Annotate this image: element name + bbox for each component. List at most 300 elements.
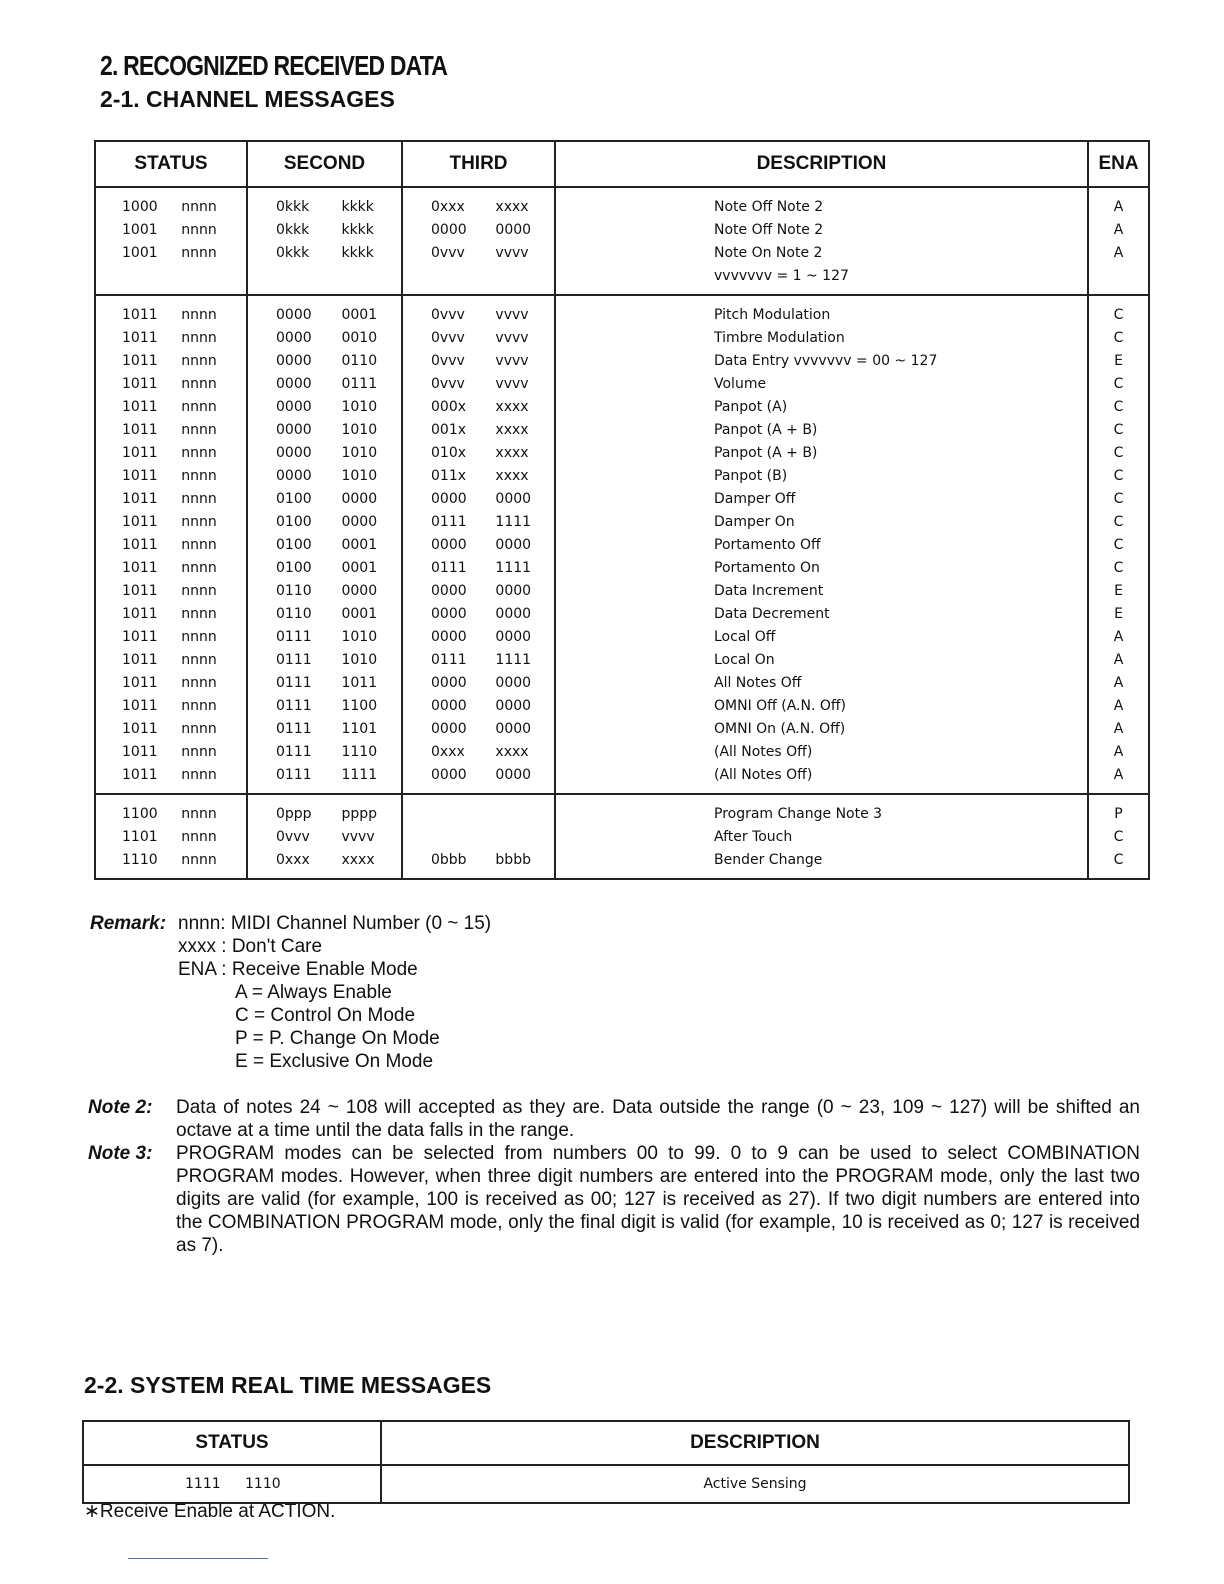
- description-text: Portamento Off: [714, 537, 821, 553]
- value-pair: [248, 242, 401, 265]
- value-high: 1011: [122, 629, 158, 645]
- value-high: 1011: [122, 468, 158, 484]
- remark-line: C = Control On Mode: [235, 1005, 416, 1026]
- value-high: 1011: [122, 652, 158, 668]
- description-text: OMNI Off (A.N. Off): [714, 698, 847, 714]
- ena-value: P: [1114, 806, 1123, 822]
- value-low: vvvv: [495, 307, 529, 323]
- value-low: nnnn: [181, 491, 217, 507]
- value-pair: [96, 465, 246, 488]
- ena-value: C: [1113, 307, 1124, 323]
- value-high: 0vvv: [431, 376, 465, 392]
- value-low: xxxx: [495, 468, 529, 484]
- ena-value: E: [1114, 353, 1123, 369]
- remark-line: xxxx : Don't Care: [178, 936, 323, 957]
- value-pair: [96, 718, 246, 741]
- value-low: 0110: [341, 353, 378, 369]
- value-pair: [96, 327, 246, 350]
- value-low: nnnn: [181, 445, 217, 461]
- value-low: vvvv: [495, 245, 529, 261]
- value-high: 0100: [276, 491, 312, 507]
- value-high: 0110: [276, 606, 312, 622]
- ena-value: C: [1113, 829, 1124, 845]
- value-low: vvvv: [495, 353, 529, 369]
- value-high: 1011: [122, 721, 158, 737]
- value-pair: [248, 373, 401, 396]
- value-low: 1010: [341, 652, 378, 668]
- value-pair: [403, 327, 554, 350]
- third-cell: [402, 187, 555, 295]
- value-high: 1011: [122, 514, 158, 530]
- value-pair: [403, 626, 554, 649]
- description-text: Panpot (B): [714, 468, 788, 484]
- value-low: vvvv: [341, 829, 375, 845]
- second-cell: [247, 794, 402, 879]
- value-pair: [96, 580, 246, 603]
- value-low: nnnn: [181, 399, 217, 415]
- value-low: 0000: [495, 767, 532, 783]
- value-pair: [403, 511, 554, 534]
- value-pair: [403, 764, 554, 787]
- value-low: 0000: [495, 222, 532, 238]
- value-high: 0111: [276, 698, 312, 714]
- value-pair: [248, 465, 401, 488]
- value-low: nnnn: [181, 698, 217, 714]
- value-low: 1111: [495, 514, 532, 530]
- value-high: 0vvv: [431, 307, 465, 323]
- value-pair: [248, 803, 401, 826]
- value-low: nnnn: [181, 721, 217, 737]
- value-low: 0000: [495, 537, 532, 553]
- value-low: 1101: [341, 721, 378, 737]
- value-high: 0000: [276, 422, 312, 438]
- ena-value: C: [1113, 537, 1124, 553]
- ena-cell: [1088, 295, 1149, 794]
- value-low: 0010: [341, 330, 378, 346]
- value-pair: [248, 350, 401, 373]
- value-low: nnnn: [181, 353, 217, 369]
- value-pair: [403, 741, 554, 764]
- value-pair: [403, 373, 554, 396]
- ena-value: A: [1113, 245, 1124, 261]
- value-high: 0000: [276, 376, 312, 392]
- value-high: 011x: [431, 468, 467, 484]
- ena-value: C: [1113, 445, 1124, 461]
- value-low: kkkk: [341, 245, 374, 261]
- system-real-time-table: [82, 1420, 1130, 1504]
- value-pair: [403, 242, 554, 265]
- value-low: nnnn: [181, 199, 217, 215]
- value-high: 1011: [122, 422, 158, 438]
- value-low: 0000: [495, 721, 532, 737]
- description-cell: [555, 295, 1088, 794]
- value-low: nnnn: [181, 376, 217, 392]
- value-high: 0000: [276, 468, 312, 484]
- value-high: 0vvv: [276, 829, 310, 845]
- remark-line: A = Always Enable: [235, 982, 392, 1003]
- description-text: Panpot (A + B): [714, 445, 818, 461]
- description-text: Damper On: [714, 514, 795, 530]
- value-high: 0000: [276, 445, 312, 461]
- value-pair: [248, 672, 401, 695]
- value-pair: [96, 534, 246, 557]
- ena-value: A: [1113, 652, 1124, 668]
- value-high: 1011: [122, 307, 158, 323]
- value-pair: [96, 304, 246, 327]
- value-pair: [248, 327, 401, 350]
- description-text: Panpot (A): [714, 399, 788, 415]
- status-cell: [95, 187, 247, 295]
- value-low: xxxx: [341, 852, 375, 868]
- ena-value: C: [1113, 468, 1124, 484]
- value-high: 1011: [122, 698, 158, 714]
- value-low: 0000: [341, 491, 378, 507]
- value-high: 0111: [276, 675, 312, 691]
- value-low: [339, 265, 396, 288]
- section-title-channel-messages: 2-1. CHANNEL MESSAGES: [100, 86, 395, 112]
- note-3: [88, 1142, 1140, 1257]
- value-high: 0000: [431, 698, 467, 714]
- page-heading: 2. RECOGNIZED RECEIVED DATA: [100, 50, 447, 81]
- value-pair: [248, 396, 401, 419]
- value-low: nnnn: [181, 422, 217, 438]
- value-pair: [248, 265, 401, 288]
- value-high: 000x: [431, 399, 467, 415]
- value-pair: [248, 511, 401, 534]
- value-high: 0111: [276, 767, 312, 783]
- description-text: Note Off Note 2: [714, 199, 824, 215]
- description-text: Note On Note 2: [714, 245, 823, 261]
- value-low: 0111: [341, 376, 378, 392]
- description-text: Local Off: [714, 629, 776, 645]
- ena-value: A: [1113, 675, 1124, 691]
- value-pair: [96, 672, 246, 695]
- value-low: nnnn: [181, 537, 217, 553]
- value-pair: [96, 219, 246, 242]
- value-high: 0000: [276, 399, 312, 415]
- srt-description: Active Sensing: [381, 1465, 1129, 1503]
- value-high: 0000: [431, 767, 467, 783]
- ena-cell: [1088, 187, 1149, 295]
- ena-value: C: [1113, 514, 1124, 530]
- value-high: 0kkk: [276, 199, 310, 215]
- value-low: 1010: [341, 399, 378, 415]
- description-text: Portamento On: [714, 560, 820, 576]
- value-low: xxxx: [495, 399, 529, 415]
- srt-status-2: 1110: [245, 1476, 281, 1492]
- footer-rule: [128, 1558, 268, 1559]
- ena-value: A: [1113, 721, 1124, 737]
- value-low: 1111: [341, 767, 378, 783]
- value-low: [493, 803, 549, 826]
- description-text: Pitch Modulation: [714, 307, 831, 323]
- value-pair: [403, 488, 554, 511]
- value-high: 0xxx: [276, 852, 310, 868]
- value-high: 0100: [276, 560, 312, 576]
- value-pair: [248, 849, 401, 872]
- value-pair: [403, 419, 554, 442]
- value-low: xxxx: [495, 445, 529, 461]
- table-header-row: [95, 141, 1149, 187]
- ena-value: A: [1113, 199, 1124, 215]
- value-high: 1001: [122, 245, 158, 261]
- value-pair: [96, 741, 246, 764]
- value-high: 0vvv: [431, 353, 465, 369]
- description-text: (All Notes Off): [714, 744, 813, 760]
- footnote: ∗Receive Enable at ACTION.: [84, 1501, 336, 1522]
- value-low: nnnn: [181, 767, 217, 783]
- second-cell: [247, 187, 402, 295]
- ena-value: A: [1113, 767, 1124, 783]
- value-low: 0000: [341, 583, 378, 599]
- description-text: Timbre Modulation: [714, 330, 845, 346]
- remark-label: Remark:: [90, 913, 167, 934]
- description-text: OMNI On (A.N. Off): [714, 721, 846, 737]
- header-description: DESCRIPTION: [555, 141, 1088, 187]
- value-high: 0000: [431, 606, 467, 622]
- description-text: Bender Change: [714, 852, 823, 868]
- value-high: [403, 803, 493, 826]
- value-low: 0001: [341, 560, 378, 576]
- value-high: 0000: [276, 330, 312, 346]
- value-pair: [96, 265, 246, 288]
- value-high: 0111: [276, 721, 312, 737]
- value-high: 0vvv: [431, 245, 465, 261]
- value-pair: [96, 350, 246, 373]
- value-high: 001x: [431, 422, 467, 438]
- value-pair: [403, 265, 554, 288]
- value-pair: [248, 419, 401, 442]
- value-low: 1010: [341, 445, 378, 461]
- value-pair: [403, 196, 554, 219]
- description-cell: [555, 187, 1088, 295]
- value-high: 0000: [431, 721, 467, 737]
- ena-value: C: [1113, 852, 1124, 868]
- channel-messages-table: [94, 140, 1150, 880]
- value-high: 0111: [276, 744, 312, 760]
- value-pair: [248, 557, 401, 580]
- value-pair: [403, 580, 554, 603]
- value-pair: [96, 626, 246, 649]
- value-low: 1010: [341, 629, 378, 645]
- value-pair: [96, 695, 246, 718]
- value-high: 1011: [122, 606, 158, 622]
- note-3-text: PROGRAM modes can be selected from numbers 00 to 99. 0 to 9 can be used to select COMBINATION PROGRAM modes. However, when three digit numbers are entered into the PROGRAM mode, only the last two digits are valid (for example, 100 is received as 00; 127 is received as 27). If two digit numbers are entered into the COMBINATION PROGRAM mode, only the final digit is valid (for example, 10 is received as 0; 127 is received as 7).: [176, 1143, 1140, 1256]
- srt-header-status: STATUS: [83, 1421, 381, 1465]
- description-text: Data Entry vvvvvvv = 00 ~ 127: [714, 353, 938, 369]
- value-high: [403, 265, 493, 288]
- description-text: Note Off Note 2: [714, 222, 824, 238]
- value-low: nnnn: [181, 560, 217, 576]
- value-high: 0000: [431, 491, 467, 507]
- value-high: 1000: [122, 199, 158, 215]
- value-low: vvvv: [495, 330, 529, 346]
- value-pair: [96, 764, 246, 787]
- value-high: 0kkk: [276, 222, 310, 238]
- table-row-group: [95, 295, 1149, 794]
- value-low: 0000: [341, 514, 378, 530]
- header-status: STATUS: [95, 141, 247, 187]
- value-low: nnnn: [181, 652, 217, 668]
- value-high: 0100: [276, 537, 312, 553]
- value-pair: [96, 419, 246, 442]
- value-low: 1100: [341, 698, 378, 714]
- ena-value: A: [1113, 222, 1124, 238]
- value-low: 0001: [341, 606, 378, 622]
- value-low: nnnn: [181, 606, 217, 622]
- value-high: 0111: [431, 652, 467, 668]
- value-low: nnnn: [181, 829, 217, 845]
- value-pair: [248, 534, 401, 557]
- value-low: 0001: [341, 537, 378, 553]
- value-pair: [96, 373, 246, 396]
- value-pair: [403, 534, 554, 557]
- ena-value: A: [1113, 629, 1124, 645]
- value-high: 1101: [122, 829, 158, 845]
- remark-line: ENA : Receive Enable Mode: [178, 959, 418, 980]
- value-high: 0bbb: [431, 852, 467, 868]
- ena-value: C: [1113, 422, 1124, 438]
- value-high: 1011: [122, 767, 158, 783]
- table-row-group: [95, 794, 1149, 879]
- value-low: nnnn: [181, 744, 217, 760]
- value-pair: [96, 511, 246, 534]
- remark-line: E = Exclusive On Mode: [235, 1051, 434, 1072]
- value-high: 0kkk: [276, 245, 310, 261]
- value-high: 1011: [122, 445, 158, 461]
- value-pair: [248, 442, 401, 465]
- value-pair: [403, 803, 554, 826]
- value-high: 1011: [122, 330, 158, 346]
- value-high: 1011: [122, 560, 158, 576]
- value-low: 0000: [495, 698, 532, 714]
- value-pair: [403, 718, 554, 741]
- value-high: 0000: [431, 583, 467, 599]
- value-high: 1011: [122, 376, 158, 392]
- value-pair: [403, 649, 554, 672]
- third-cell: [402, 794, 555, 879]
- value-high: 1011: [122, 353, 158, 369]
- value-low: xxxx: [495, 422, 529, 438]
- value-high: 0000: [431, 222, 467, 238]
- value-low: [493, 826, 549, 849]
- description-text: Data Decrement: [714, 606, 830, 622]
- note-2: [88, 1096, 1140, 1142]
- description-text: Damper Off: [714, 491, 796, 507]
- ena-value: E: [1114, 606, 1123, 622]
- value-low: pppp: [341, 806, 378, 822]
- value-pair: [248, 304, 401, 327]
- value-low: xxxx: [495, 744, 529, 760]
- value-pair: [96, 196, 246, 219]
- ena-value: A: [1113, 698, 1124, 714]
- value-high: 0000: [431, 675, 467, 691]
- value-high: 0111: [431, 514, 467, 530]
- section-title-system-real-time: 2-2. SYSTEM REAL TIME MESSAGES: [84, 1372, 492, 1398]
- value-pair: [96, 557, 246, 580]
- ena-value: C: [1113, 399, 1124, 415]
- value-pair: [96, 442, 246, 465]
- value-pair: [403, 465, 554, 488]
- header-ena: ENA: [1088, 141, 1149, 187]
- value-pair: [403, 695, 554, 718]
- ena-value: [1089, 265, 1148, 288]
- status-cell: [95, 295, 247, 794]
- value-pair: [248, 488, 401, 511]
- description-text: After Touch: [714, 829, 793, 845]
- value-pair: [96, 396, 246, 419]
- value-low: kkkk: [341, 199, 374, 215]
- description-text: (All Notes Off): [714, 767, 813, 783]
- value-high: 0xxx: [431, 744, 465, 760]
- ena-value: C: [1113, 491, 1124, 507]
- value-low: nnnn: [181, 806, 217, 822]
- value-pair: [248, 603, 401, 626]
- note-2-text: Data of notes 24 ~ 108 will accepted as they are. Data outside the range (0 ~ 23, 109 ~ 127) will be shifted an octave at a time until the data falls in the range.: [176, 1097, 1140, 1141]
- value-low: nnnn: [181, 852, 217, 868]
- ena-value: A: [1113, 744, 1124, 760]
- srt-status-1: 1111: [185, 1476, 221, 1492]
- value-pair: [403, 442, 554, 465]
- status-cell: [95, 794, 247, 879]
- second-cell: [247, 295, 402, 794]
- value-high: 0100: [276, 514, 312, 530]
- value-high: 1100: [122, 806, 158, 822]
- srt-status-cell: [83, 1465, 381, 1503]
- value-high: 1011: [122, 491, 158, 507]
- value-low: nnnn: [181, 514, 217, 530]
- ena-value: E: [1114, 583, 1123, 599]
- value-pair: [403, 849, 554, 872]
- value-pair: [96, 242, 246, 265]
- value-pair: [403, 396, 554, 419]
- description-cell: [555, 794, 1088, 879]
- value-low: 1110: [341, 744, 378, 760]
- description-text: Panpot (A + B): [714, 422, 818, 438]
- value-low: nnnn: [181, 468, 217, 484]
- header-second: SECOND: [247, 141, 402, 187]
- value-pair: [96, 826, 246, 849]
- description-text: Volume: [714, 376, 767, 392]
- value-high: 1110: [122, 852, 158, 868]
- remark-line: nnnn: MIDI Channel Number (0 ~ 15): [178, 913, 492, 934]
- value-low: 0000: [495, 491, 532, 507]
- srt-header-description: DESCRIPTION: [381, 1421, 1129, 1465]
- value-pair: [248, 219, 401, 242]
- ena-value: C: [1113, 376, 1124, 392]
- value-low: bbbb: [495, 852, 531, 868]
- value-low: 0001: [341, 307, 378, 323]
- value-pair: [248, 741, 401, 764]
- value-high: 1011: [122, 537, 158, 553]
- value-pair: [248, 196, 401, 219]
- value-pair: [96, 803, 246, 826]
- value-high: 0000: [431, 629, 467, 645]
- value-pair: [248, 695, 401, 718]
- value-high: 010x: [431, 445, 467, 461]
- value-low: 1111: [495, 652, 532, 668]
- value-low: nnnn: [181, 222, 217, 238]
- remark-line: P = P. Change On Mode: [235, 1028, 440, 1049]
- value-high: 1011: [122, 583, 158, 599]
- value-low: 0000: [495, 606, 532, 622]
- description-text: All Notes Off: [714, 675, 802, 691]
- description-text: Data Increment: [714, 583, 824, 599]
- value-low: 0000: [495, 629, 532, 645]
- table-row-group: [95, 187, 1149, 295]
- value-high: 0111: [276, 629, 312, 645]
- note-2-label: Note 2:: [88, 1097, 153, 1118]
